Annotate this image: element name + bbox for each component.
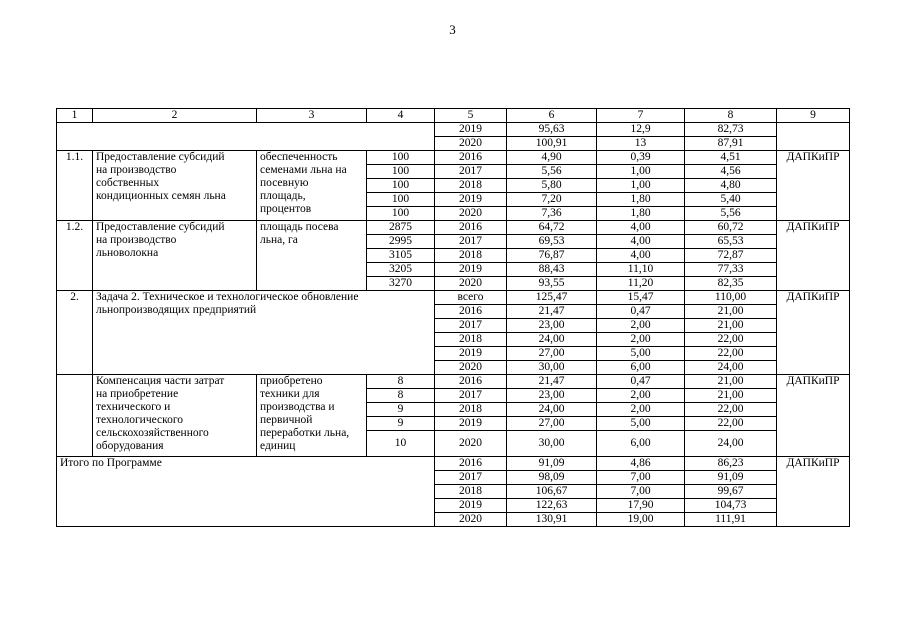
target-value-cell: 3270 (367, 277, 435, 291)
value-cell-6: 30,00 (507, 431, 597, 457)
section-number: 1.1. (57, 151, 93, 221)
executor-cell: ДАПКиПР (777, 291, 850, 375)
value-cell-7: 19,00 (597, 513, 685, 527)
value-cell-8: 22,00 (685, 403, 777, 417)
value-cell-7: 13 (597, 137, 685, 151)
value-cell-8: 21,00 (685, 389, 777, 403)
value-cell-8: 21,00 (685, 375, 777, 389)
executor-cell: ДАПКиПР (777, 151, 850, 221)
year-cell: 2017 (435, 235, 507, 249)
value-cell-6: 7,36 (507, 207, 597, 221)
section-title: Предоставление субсидий на производство собственных кондиционных семян льна (93, 151, 257, 221)
year-cell: 2019 (435, 499, 507, 513)
target-value-cell: 9 (367, 403, 435, 417)
header-col-6: 6 (507, 109, 597, 123)
value-cell-6: 23,00 (507, 319, 597, 333)
value-cell-8: 5,56 (685, 207, 777, 221)
year-cell: 2019 (435, 417, 507, 431)
page-number: 3 (449, 22, 456, 37)
year-cell: 2016 (435, 375, 507, 389)
year-cell: 2019 (435, 193, 507, 207)
year-cell: 2018 (435, 485, 507, 499)
year-cell: 2020 (435, 431, 507, 457)
target-value-cell: 2875 (367, 221, 435, 235)
value-cell-6: 7,20 (507, 193, 597, 207)
value-cell-6: 125,47 (507, 291, 597, 305)
value-cell-6: 106,67 (507, 485, 597, 499)
section-number: 2. (57, 291, 93, 375)
value-cell-6: 5,56 (507, 165, 597, 179)
header-col-7: 7 (597, 109, 685, 123)
value-cell-7: 0,47 (597, 375, 685, 389)
target-value-cell: 3105 (367, 249, 435, 263)
value-cell-6: 21,47 (507, 375, 597, 389)
value-cell-7: 12,9 (597, 123, 685, 137)
header-row (57, 109, 850, 123)
header-col-3: 3 (257, 109, 367, 123)
section-title: Компенсация части затрат на приобретение технического и технологического сельскохозяйственного оборудования (93, 375, 257, 457)
value-cell-6: 95,63 (507, 123, 597, 137)
table-row (57, 291, 850, 305)
header-col-4: 4 (367, 109, 435, 123)
value-cell-6: 93,55 (507, 277, 597, 291)
table-row (57, 151, 850, 165)
target-value-cell: 8 (367, 375, 435, 389)
executor-cell: ДАПКиПР (777, 457, 850, 527)
value-cell-8: 104,73 (685, 499, 777, 513)
executor-cell: ДАПКиПР (777, 221, 850, 291)
value-cell-8: 82,35 (685, 277, 777, 291)
value-cell-7: 4,00 (597, 235, 685, 249)
value-cell-8: 21,00 (685, 305, 777, 319)
year-cell: 2016 (435, 305, 507, 319)
value-cell-8: 77,33 (685, 263, 777, 277)
value-cell-7: 1,00 (597, 165, 685, 179)
value-cell-6: 76,87 (507, 249, 597, 263)
value-cell-6: 24,00 (507, 333, 597, 347)
year-cell: 2017 (435, 389, 507, 403)
value-cell-7: 0,39 (597, 151, 685, 165)
value-cell-6: 21,47 (507, 305, 597, 319)
year-cell: 2016 (435, 151, 507, 165)
year-cell: 2016 (435, 221, 507, 235)
value-cell-8: 4,56 (685, 165, 777, 179)
year-cell: 2017 (435, 165, 507, 179)
value-cell-8: 82,73 (685, 123, 777, 137)
target-value-cell: 2995 (367, 235, 435, 249)
value-cell-7: 2,00 (597, 389, 685, 403)
target-value-cell: 100 (367, 179, 435, 193)
year-cell: 2020 (435, 207, 507, 221)
value-cell-6: 4,90 (507, 151, 597, 165)
value-cell-7: 1,00 (597, 179, 685, 193)
task-title: Задача 2. Техническое и технологическое обновление льнопроизводящих предприятий (93, 291, 435, 375)
year-cell: 2020 (435, 277, 507, 291)
value-cell-7: 6,00 (597, 431, 685, 457)
value-cell-7: 2,00 (597, 319, 685, 333)
target-value-cell: 100 (367, 193, 435, 207)
header-col-2: 2 (93, 109, 257, 123)
value-cell-6: 24,00 (507, 403, 597, 417)
table-row (57, 123, 850, 137)
year-cell: 2020 (435, 513, 507, 527)
year-cell: 2018 (435, 403, 507, 417)
value-cell-7: 0,47 (597, 305, 685, 319)
value-cell-7: 6,00 (597, 361, 685, 375)
target-value-cell: 100 (367, 165, 435, 179)
executor-cell: ДАПКиПР (777, 375, 850, 457)
year-cell: 2020 (435, 361, 507, 375)
header-col-1: 1 (57, 109, 93, 123)
section-indicator: приобретено техники для производства и первичной переработки льна, единиц (257, 375, 367, 457)
continuation-blank-cell (57, 123, 435, 151)
value-cell-7: 1,80 (597, 193, 685, 207)
value-cell-8: 21,00 (685, 319, 777, 333)
target-value-cell: 100 (367, 207, 435, 221)
value-cell-8: 60,72 (685, 221, 777, 235)
header-col-8: 8 (685, 109, 777, 123)
year-cell: 2017 (435, 471, 507, 485)
value-cell-7: 4,00 (597, 249, 685, 263)
value-cell-8: 24,00 (685, 431, 777, 457)
value-cell-7: 4,00 (597, 221, 685, 235)
target-value-cell: 3205 (367, 263, 435, 277)
value-cell-6: 69,53 (507, 235, 597, 249)
value-cell-7: 2,00 (597, 333, 685, 347)
value-cell-8: 22,00 (685, 333, 777, 347)
value-cell-8: 110,00 (685, 291, 777, 305)
value-cell-6: 5,80 (507, 179, 597, 193)
value-cell-6: 100,91 (507, 137, 597, 151)
value-cell-7: 15,47 (597, 291, 685, 305)
target-value-cell: 8 (367, 389, 435, 403)
value-cell-7: 7,00 (597, 471, 685, 485)
year-cell: 2020 (435, 137, 507, 151)
program-total-label: Итого по Программе (57, 457, 435, 527)
header-col-9: 9 (777, 109, 850, 123)
target-value-cell: 100 (367, 151, 435, 165)
value-cell-8: 99,67 (685, 485, 777, 499)
value-cell-8: 72,87 (685, 249, 777, 263)
table-row (57, 221, 850, 235)
value-cell-6: 64,72 (507, 221, 597, 235)
value-cell-8: 4,80 (685, 179, 777, 193)
value-cell-8: 87,91 (685, 137, 777, 151)
value-cell-8: 22,00 (685, 417, 777, 431)
value-cell-8: 4,51 (685, 151, 777, 165)
program-table (56, 108, 850, 527)
year-cell: всего (435, 291, 507, 305)
value-cell-6: 98,09 (507, 471, 597, 485)
year-cell: 2017 (435, 319, 507, 333)
value-cell-7: 17,90 (597, 499, 685, 513)
value-cell-8: 5,40 (685, 193, 777, 207)
target-value-cell: 9 (367, 417, 435, 431)
value-cell-7: 5,00 (597, 417, 685, 431)
table-row (57, 375, 850, 389)
section-title: Предоставление субсидий на производство льноволокна (93, 221, 257, 291)
value-cell-8: 111,91 (685, 513, 777, 527)
value-cell-8: 65,53 (685, 235, 777, 249)
value-cell-8: 91,09 (685, 471, 777, 485)
value-cell-6: 88,43 (507, 263, 597, 277)
year-cell: 2019 (435, 123, 507, 137)
value-cell-6: 30,00 (507, 361, 597, 375)
year-cell: 2018 (435, 333, 507, 347)
value-cell-7: 7,00 (597, 485, 685, 499)
year-cell: 2019 (435, 263, 507, 277)
year-cell: 2018 (435, 179, 507, 193)
header-col-5: 5 (435, 109, 507, 123)
value-cell-6: 27,00 (507, 347, 597, 361)
value-cell-8: 22,00 (685, 347, 777, 361)
executor-blank-cell (777, 123, 850, 151)
year-cell: 2019 (435, 347, 507, 361)
value-cell-6: 122,63 (507, 499, 597, 513)
target-value-cell: 10 (367, 431, 435, 457)
value-cell-7: 11,20 (597, 277, 685, 291)
section-indicator: площадь посева льна, га (257, 221, 367, 291)
value-cell-7: 1,80 (597, 207, 685, 221)
year-cell: 2016 (435, 457, 507, 471)
value-cell-8: 86,23 (685, 457, 777, 471)
value-cell-6: 130,91 (507, 513, 597, 527)
year-cell: 2018 (435, 249, 507, 263)
value-cell-7: 2,00 (597, 403, 685, 417)
section-indicator: обеспеченность семенами льна на посевную площадь, процентов (257, 151, 367, 221)
value-cell-7: 5,00 (597, 347, 685, 361)
value-cell-7: 11,10 (597, 263, 685, 277)
value-cell-8: 24,00 (685, 361, 777, 375)
section-number: 1.2. (57, 221, 93, 291)
value-cell-6: 23,00 (507, 389, 597, 403)
table-row (57, 457, 850, 471)
value-cell-6: 91,09 (507, 457, 597, 471)
value-cell-7: 4,86 (597, 457, 685, 471)
section-number-blank (57, 375, 93, 457)
value-cell-6: 27,00 (507, 417, 597, 431)
